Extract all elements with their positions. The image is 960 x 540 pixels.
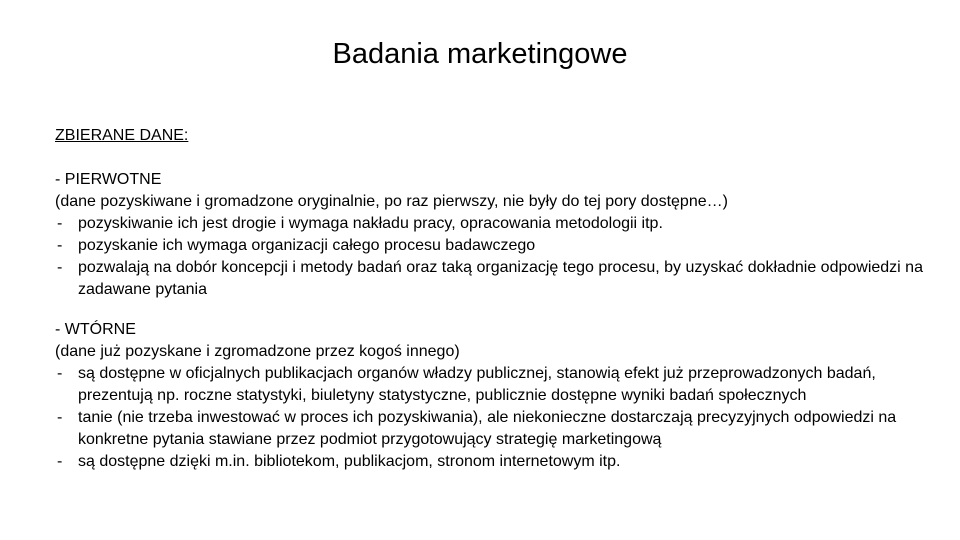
bullet-marker: - bbox=[57, 409, 63, 426]
list-item bbox=[55, 257, 925, 301]
secondary-data-bullets bbox=[55, 363, 925, 473]
bullet-marker: - bbox=[57, 259, 63, 276]
list-item bbox=[55, 363, 925, 407]
bullet-text: są dostępne dzięki m.in. bibliotekom, publikacjom, stronom internetowym itp. bbox=[78, 453, 621, 470]
list-item bbox=[55, 235, 925, 257]
spacer bbox=[55, 301, 925, 319]
list-item bbox=[55, 213, 925, 235]
list-item bbox=[55, 451, 925, 473]
slide-content bbox=[55, 125, 925, 473]
bullet-text: są dostępne w oficjalnych publikacjach organów władzy publicznej, stanowią efekt już przeprowadzonych badań, prezentują np. roczne statystyki, biuletyny statystyczne, publicznie dostępne wyniki badań społecznych bbox=[78, 365, 876, 404]
slide-title: Badania marketingowe bbox=[332, 38, 628, 70]
primary-data-description: (dane pozyskiwane i gromadzone oryginalnie, po raz pierwszy, nie były do tej pory dostępne…) bbox=[55, 193, 728, 210]
list-item bbox=[55, 407, 925, 451]
section-heading: ZBIERANE DANE: bbox=[55, 127, 189, 144]
bullet-text: pozyskiwanie ich jest drogie i wymaga nakładu pracy, opracowania metodologii itp. bbox=[78, 215, 663, 232]
bullet-text: pozyskanie ich wymaga organizacji całego procesu badawczego bbox=[78, 237, 536, 254]
secondary-data-label: - WTÓRNE bbox=[55, 321, 136, 338]
bullet-text: tanie (nie trzeba inwestować w proces ich pozyskiwania), ale niekonieczne dostarczają precyzyjnych odpowiedzi na konkretne pytania stawiane przez podmiot przygotowujący strategię marketingową bbox=[78, 409, 897, 448]
bullet-marker: - bbox=[57, 237, 63, 254]
primary-data-label: - PIERWOTNE bbox=[55, 171, 162, 188]
bullet-marker: - bbox=[57, 215, 63, 232]
bullet-marker: - bbox=[57, 365, 63, 382]
bullet-marker: - bbox=[57, 453, 63, 470]
primary-data-bullets bbox=[55, 213, 925, 301]
secondary-data-description: (dane już pozyskane i zgromadzone przez kogoś innego) bbox=[55, 343, 460, 360]
bullet-text: pozwalają na dobór koncepcji i metody badań oraz taką organizację tego procesu, by uzyskać dokładnie odpowiedzi na zadawane pytania bbox=[78, 259, 923, 298]
spacer bbox=[55, 147, 925, 169]
